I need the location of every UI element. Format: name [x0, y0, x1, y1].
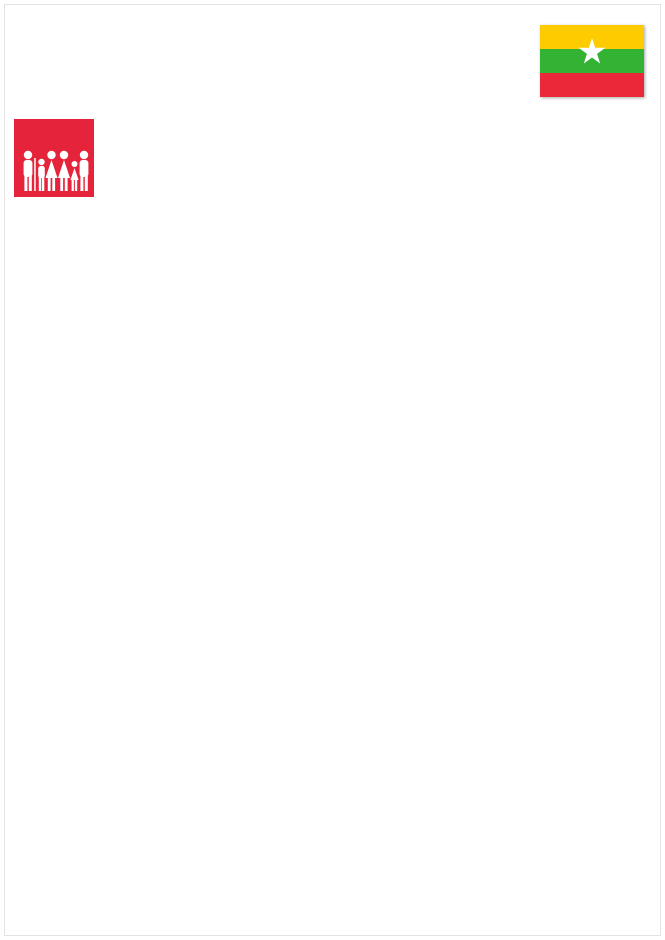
- sdg-goal-1-icon: [14, 119, 94, 197]
- page-border: [4, 4, 661, 936]
- family-figures-icon: [18, 149, 90, 193]
- myanmar-flag-icon: [540, 25, 644, 97]
